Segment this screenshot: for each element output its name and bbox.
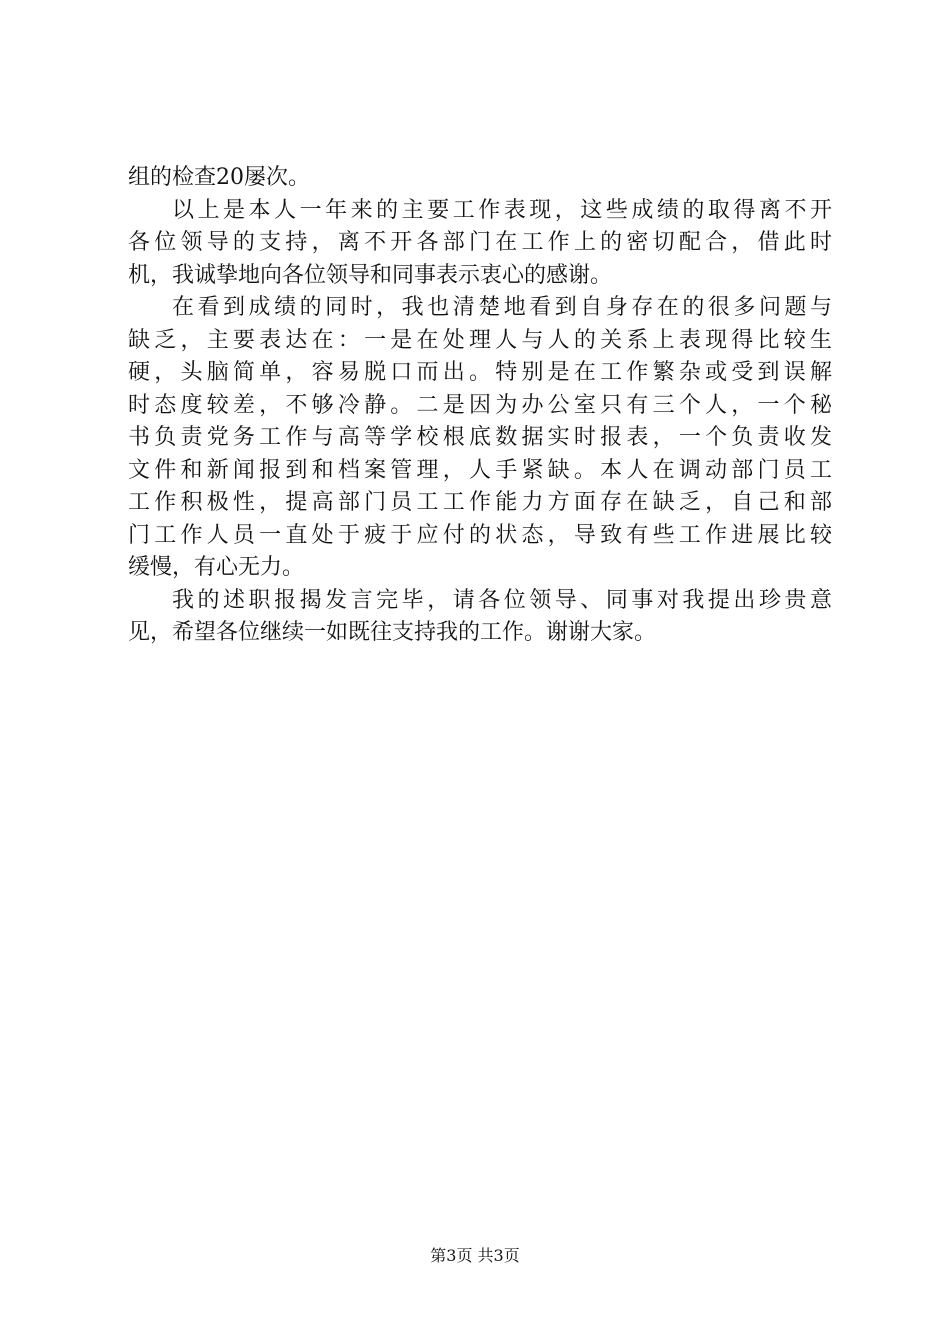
text-line: 门工作人员一直处于疲于应付的状态，导致有些工作进展比较	[128, 522, 832, 548]
text-line: 缺乏，主要表达在：一是在处理人与人的关系上表现得比较生	[128, 327, 832, 353]
text-line: 在看到成绩的同时，我也清楚地看到自身存在的很多问题与	[172, 295, 832, 320]
page-number-footer: 第3页 共3页	[430, 1246, 520, 1265]
text-line: 各位领导的支持，离不开各部门在工作上的密切配合，借此时	[128, 230, 832, 255]
document-body	[128, 162, 832, 650]
text-line: 缓慢，有心无力。	[128, 555, 305, 580]
text-line: 书负责党务工作与高等学校根底数据实时报表，一个负责收发	[128, 425, 832, 450]
text-line: 文件和新闻报到和档案管理，人手紧缺。本人在调动部门员工	[128, 457, 832, 483]
text-line: 硬，头脑简单，容易脱口而出。特别是在工作繁杂或受到误解	[128, 360, 832, 385]
text-line: 以上是本人一年来的主要工作表现，这些成绩的取得离不开	[172, 197, 832, 223]
text-line: 机，我诚挚地向各位领导和同事表示衷心的感谢。	[128, 262, 613, 288]
text-line: 组的检查20屡次。	[128, 165, 310, 190]
text-line: 我的述职报揭发言完毕，请各位领导、同事对我提出珍贵意	[172, 587, 832, 613]
text-line: 时态度较差，不够冷静。二是因为办公室只有三个人，一个秘	[128, 392, 832, 418]
text-line: 工作积极性，提高部门员工工作能力方面存在缺乏，自己和部	[128, 490, 832, 515]
text-line: 见，希望各位继续一如既往支持我的工作。谢谢大家。	[128, 620, 657, 645]
